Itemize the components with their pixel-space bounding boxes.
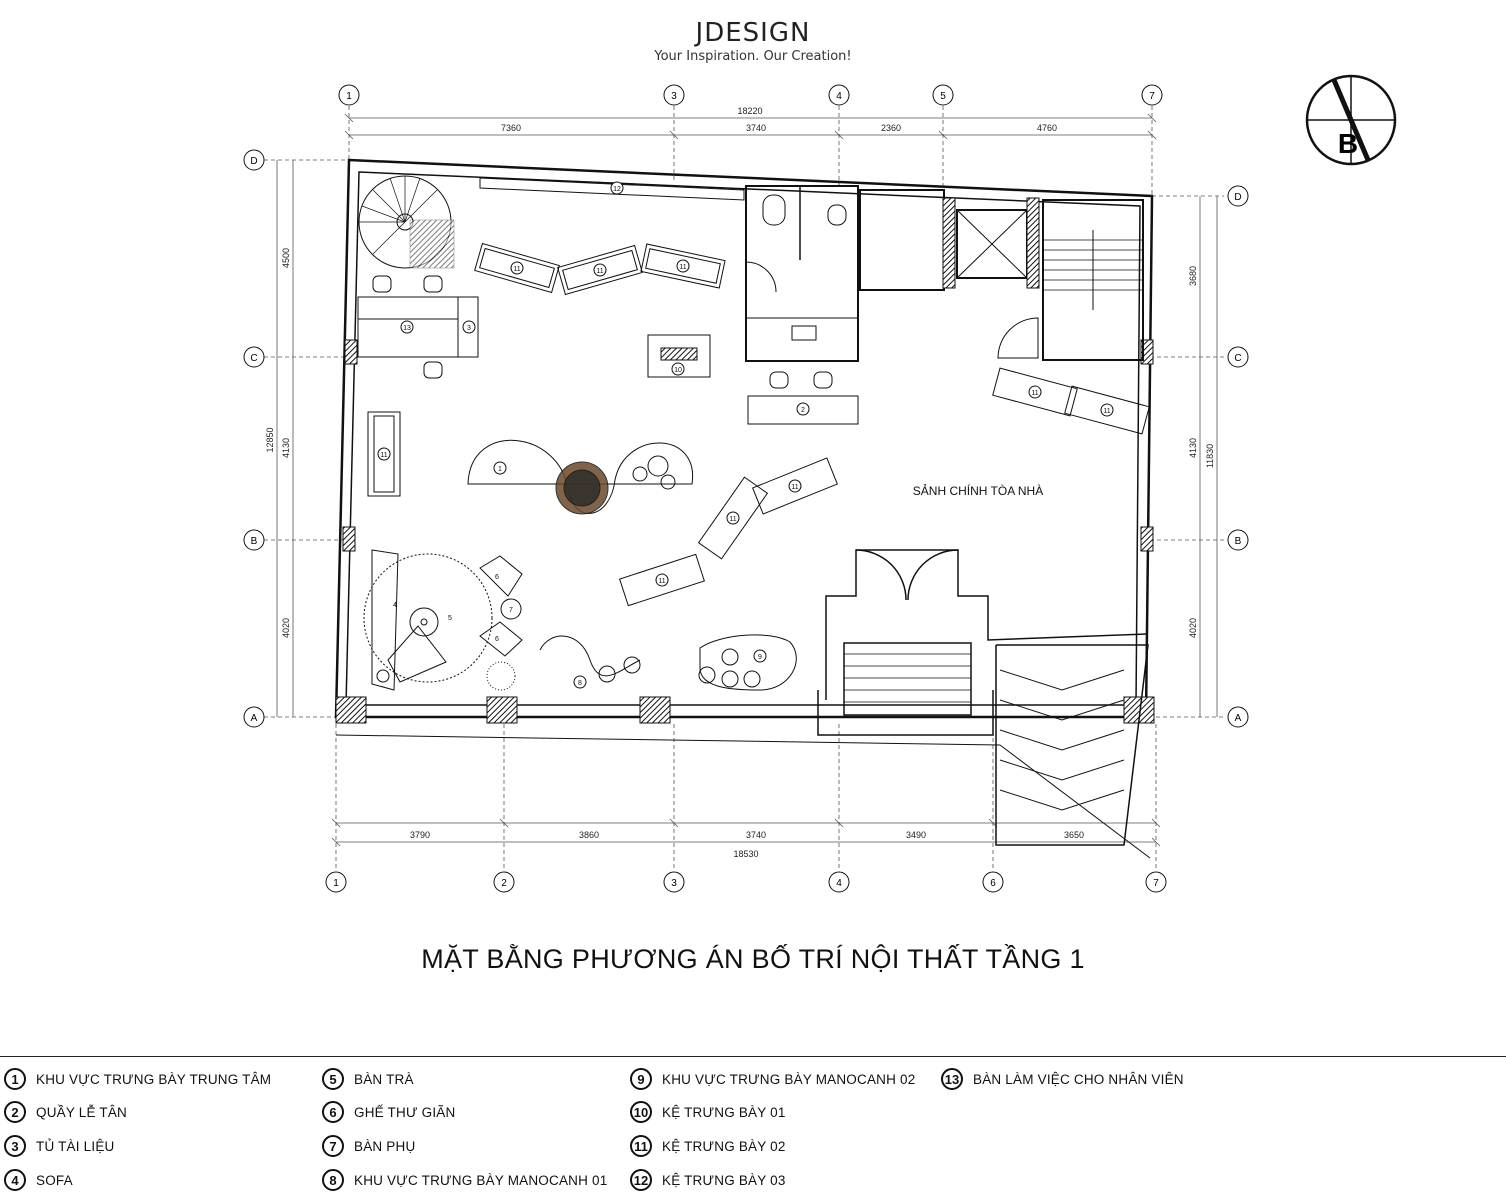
axis-bubble <box>1228 530 1248 550</box>
dim-left: 4500 <box>281 247 291 269</box>
legend-label: QUẦY LỄ TÂN <box>36 1104 127 1120</box>
dim-right: 4020 <box>1188 617 1198 639</box>
legend-item <box>322 1168 607 1192</box>
lounge-area <box>364 550 522 690</box>
dim-bottom: 3490 <box>905 830 927 840</box>
axis-bubble <box>664 85 684 105</box>
shelves-11 <box>368 244 1149 606</box>
dim-bottom-total: 18530 <box>733 849 759 859</box>
legend-item <box>322 1134 415 1158</box>
axis-bubble <box>829 872 849 892</box>
shelf-12-icon <box>480 178 744 200</box>
brand-tagline: Your Inspiration. Our Creation! <box>654 49 852 64</box>
svg-text:3: 3 <box>671 91 677 102</box>
axis-bubble <box>244 530 264 550</box>
svg-text:C: C <box>250 353 258 364</box>
svg-text:6: 6 <box>990 878 996 889</box>
svg-text:11: 11 <box>679 264 687 271</box>
dimension-labels <box>265 106 1215 859</box>
svg-text:9: 9 <box>758 654 762 661</box>
axis-bubble <box>494 872 514 892</box>
legend-label: BÀN PHỤ <box>354 1138 416 1154</box>
staff-desk-13 <box>358 276 478 378</box>
axis-bubble <box>326 872 346 892</box>
axis-bubble <box>829 85 849 105</box>
dim-bottom: 3790 <box>409 830 431 840</box>
svg-text:11: 11 <box>596 268 604 275</box>
mannequin-area-9 <box>699 635 796 690</box>
legend-item <box>322 1067 414 1091</box>
svg-text:4: 4 <box>393 602 397 609</box>
brand-logo: JDESIGN <box>695 18 811 48</box>
legend-item <box>630 1134 786 1158</box>
legend-label: KHU VỰC TRƯNG BÀY MANOCANH 01 <box>354 1172 608 1188</box>
axis-bubble <box>244 347 264 367</box>
legend-label: KỆ TRƯNG BÀY 03 <box>662 1172 786 1188</box>
dim-top: 4760 <box>1036 123 1058 133</box>
svg-text:7: 7 <box>509 607 513 614</box>
entrance-vestibule <box>818 550 1148 845</box>
dimension-lines <box>264 106 1224 870</box>
legend-item <box>630 1168 786 1192</box>
legend-item <box>941 1067 1184 1091</box>
dim-right: 3680 <box>1188 265 1198 287</box>
svg-text:B: B <box>250 536 258 547</box>
legend-item <box>4 1134 114 1158</box>
svg-text:4: 4 <box>836 878 842 889</box>
dim-bottom: 3740 <box>745 830 767 840</box>
svg-text:8: 8 <box>578 680 582 687</box>
legend-number: 12 <box>630 1169 652 1191</box>
svg-text:11: 11 <box>380 452 388 459</box>
svg-text:1: 1 <box>498 466 502 473</box>
legend-divider <box>0 1056 1506 1057</box>
svg-text:A: A <box>1234 713 1242 724</box>
legend-label: BÀN TRÀ <box>354 1071 414 1087</box>
staircase-icon <box>998 200 1143 360</box>
svg-text:5: 5 <box>448 615 452 622</box>
restroom-block <box>746 186 858 361</box>
axis-bubble <box>1142 85 1162 105</box>
dim-left: 4130 <box>281 437 291 459</box>
lobby-label: SẢNH CHÍNH TÒA NHÀ <box>912 484 1044 498</box>
axis-bubble <box>1228 186 1248 206</box>
legend-item <box>4 1100 127 1124</box>
axis-bubble <box>983 872 1003 892</box>
svg-text:6: 6 <box>495 636 499 643</box>
legend-number: 13 <box>941 1068 963 1090</box>
legend-number: 9 <box>630 1068 652 1090</box>
legend-item <box>630 1100 786 1124</box>
svg-text:A: A <box>250 713 258 724</box>
legend-number: 10 <box>630 1101 652 1123</box>
central-display-1 <box>468 440 693 514</box>
axis-bubble <box>244 707 264 727</box>
dim-right-total: 11830 <box>1205 443 1215 469</box>
legend-number: 3 <box>4 1135 26 1157</box>
dim-top-total: 18220 <box>737 106 763 116</box>
north-arrow-icon <box>1307 76 1395 164</box>
elevator-core <box>860 190 1039 290</box>
svg-text:3: 3 <box>671 878 677 889</box>
legend-number: 1 <box>4 1068 26 1090</box>
legend-number: 4 <box>4 1169 26 1191</box>
legend-number: 6 <box>322 1101 344 1123</box>
dim-top: 3740 <box>745 123 767 133</box>
dim-left: 4020 <box>281 617 291 639</box>
mannequin-area-8 <box>540 636 640 688</box>
axis-bubble <box>1228 707 1248 727</box>
svg-text:D: D <box>1234 192 1242 203</box>
svg-text:5: 5 <box>940 91 946 102</box>
svg-text:C: C <box>1234 353 1242 364</box>
svg-text:12: 12 <box>613 186 621 193</box>
axis-bubble <box>339 85 359 105</box>
legend-number: 7 <box>322 1135 344 1157</box>
axis-bubble <box>664 872 684 892</box>
dim-right: 4130 <box>1188 437 1198 459</box>
svg-text:11: 11 <box>729 516 737 523</box>
svg-text:3: 3 <box>467 325 471 332</box>
svg-text:11: 11 <box>658 578 666 585</box>
legend-label: KHU VỰC TRƯNG BÀY MANOCANH 02 <box>662 1071 916 1087</box>
north-marker-label: B <box>1337 128 1359 159</box>
svg-text:7: 7 <box>1153 878 1159 889</box>
svg-text:1: 1 <box>333 878 339 889</box>
dim-top: 2360 <box>880 123 902 133</box>
svg-text:B: B <box>1234 536 1242 547</box>
reception-desk-2 <box>748 372 858 424</box>
legend-label: BÀN LÀM VIỆC CHO NHÂN VIÊN <box>973 1071 1184 1087</box>
svg-text:13: 13 <box>403 325 411 332</box>
legend-number: 8 <box>322 1169 344 1191</box>
svg-text:11: 11 <box>791 484 799 491</box>
dim-left-total: 12850 <box>265 427 275 453</box>
svg-text:11: 11 <box>513 266 521 273</box>
svg-text:6: 6 <box>495 574 499 581</box>
svg-text:2: 2 <box>801 407 805 414</box>
legend-number: 11 <box>630 1135 652 1157</box>
legend-label: KỆ TRƯNG BÀY 02 <box>662 1138 786 1154</box>
legend-label: GHẾ THƯ GIÃN <box>354 1104 456 1120</box>
svg-text:4: 4 <box>836 91 842 102</box>
svg-text:11: 11 <box>1103 408 1111 415</box>
axis-bubble <box>1146 872 1166 892</box>
axis-bubble <box>1228 347 1248 367</box>
legend-number: 2 <box>4 1101 26 1123</box>
svg-text:2: 2 <box>501 878 507 889</box>
dim-bottom: 3650 <box>1063 830 1085 840</box>
spiral-stair-icon <box>359 176 454 268</box>
legend-label: KHU VỰC TRƯNG BÀY TRUNG TÂM <box>36 1071 272 1087</box>
legend-item <box>4 1168 73 1192</box>
svg-text:D: D <box>250 156 258 167</box>
legend-label: TỦ TÀI LIỆU <box>36 1138 115 1154</box>
legend-label: SOFA <box>36 1172 73 1188</box>
legend-item <box>322 1100 455 1124</box>
svg-text:1: 1 <box>346 91 352 102</box>
legend-number: 5 <box>322 1068 344 1090</box>
drawing-title: MẶT BẰNG PHƯƠNG ÁN BỐ TRÍ NỘI THẤT TẦNG 1 <box>421 944 1085 974</box>
svg-text:10: 10 <box>674 367 682 374</box>
axis-bubble <box>244 150 264 170</box>
svg-text:11: 11 <box>1031 390 1039 397</box>
axis-bubble <box>933 85 953 105</box>
legend-label: KỆ TRƯNG BÀY 01 <box>662 1104 786 1120</box>
legend-item <box>4 1067 271 1091</box>
svg-text:7: 7 <box>1149 91 1155 102</box>
dim-bottom: 3860 <box>578 830 600 840</box>
dim-top: 7360 <box>500 123 522 133</box>
legend-item <box>630 1067 915 1091</box>
